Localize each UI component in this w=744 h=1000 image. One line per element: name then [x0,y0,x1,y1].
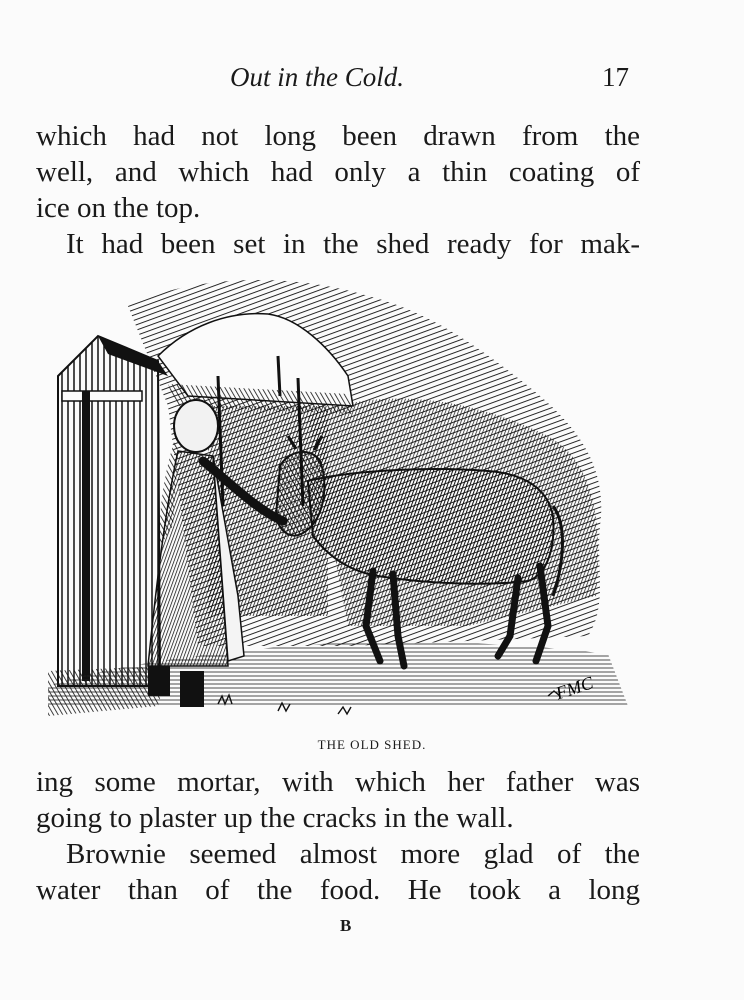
signature-mark: B [340,916,352,935]
figure-caption: THE OLD SHED. [317,737,427,752]
running-head: Out in the Cold. [230,62,404,92]
text-line: well, and which had only a thin coating of [36,156,640,188]
text-line: It had been set in the shed ready for mak- [66,228,640,260]
text-line: water than of the food. He took a long [36,874,640,906]
text-line: ing some mortar, with which her father was [36,766,640,798]
text-line: going to plaster up the cracks in the wall. [36,802,514,834]
text-line: ice on the top. [36,192,201,224]
text-line: Brownie seemed almost more glad of the [66,838,640,870]
text-line: which had not long been drawn from the [36,120,640,152]
body-text-top [36,118,640,262]
page-number: 17 [602,62,629,92]
body-text-bottom [36,764,640,908]
artist-monogram: FMC [553,672,596,704]
old-shed-illustration [48,266,638,732]
